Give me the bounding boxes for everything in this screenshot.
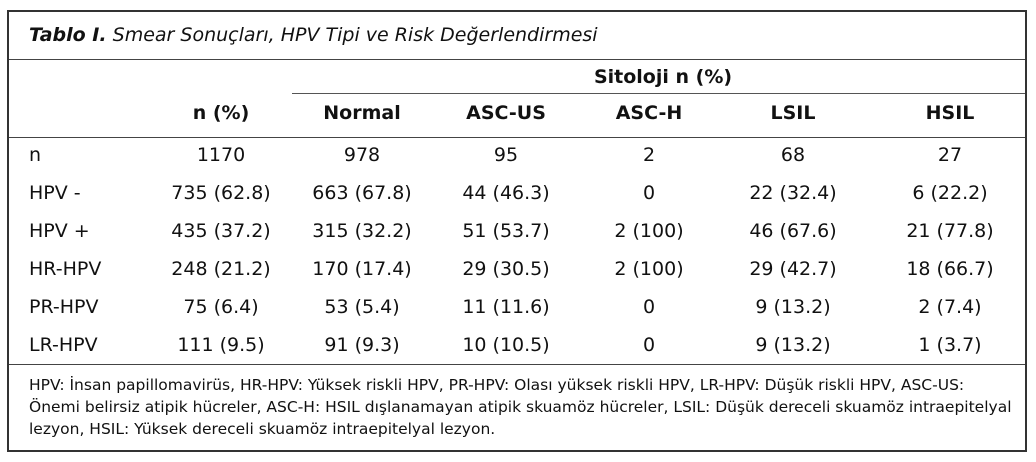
table-cell: 51 (53.7) [462, 220, 550, 242]
table-title-label: Tablo I. [29, 24, 107, 46]
row-label: HPV - [29, 182, 81, 204]
table-cell: 75 (6.4) [183, 296, 259, 318]
row-label: HPV + [29, 220, 90, 242]
table-cell: 18 (66.7) [906, 258, 994, 280]
table-cell: 6 (22.2) [912, 182, 988, 204]
table-cell: 663 (67.8) [312, 182, 412, 204]
table-cell: 11 (11.6) [462, 296, 550, 318]
table-title-text: Smear Sonuçları, HPV Tipi ve Risk Değerlendirmesi [112, 24, 598, 46]
table-cell: 27 [937, 144, 963, 166]
table-cell: 2 (100) [614, 258, 684, 280]
asc-h-header: ASC-H [615, 102, 683, 124]
lsil-header: LSIL [770, 102, 816, 124]
table-title [29, 24, 598, 46]
table-cell: 315 (32.2) [312, 220, 412, 242]
table-footnote: HPV: İnsan papillomavirüs, HR-HPV: Yüksek riskli HPV, PR-HPV: Olası yüksek riskli HPV, LR-HPV: Düşük riskli HPV, ASC-US: Önemi belirsiz atipik hücreler, ASC-H: HSIL dışlanamayan atipik skuamöz hücreler, LSIL: Düşük dereceli skuamöz intraepitelyal lezyon, HSIL: Yüksek dereceli skuamöz intraepitelyal lezyon. [29, 376, 1012, 438]
table-cell: 46 (67.6) [749, 220, 837, 242]
table-cell: 29 (42.7) [749, 258, 837, 280]
header-divider [9, 137, 1025, 138]
table-cell: 248 (21.2) [171, 258, 271, 280]
table-cell: 111 (9.5) [177, 334, 265, 356]
table-cell: 44 (46.3) [462, 182, 550, 204]
table-cell: 1170 [196, 144, 246, 166]
table-cell: 21 (77.8) [906, 220, 994, 242]
row-label: n [29, 144, 42, 166]
table-cell: 9 (13.2) [755, 334, 831, 356]
table-cell: 68 [780, 144, 806, 166]
row-label: PR-HPV [29, 296, 99, 318]
group-header: Sitoloji n (%) [593, 66, 733, 88]
title-divider [9, 59, 1025, 60]
footnote-divider [9, 364, 1025, 365]
table-cell: 2 (7.4) [918, 296, 982, 318]
table-cell: 53 (5.4) [324, 296, 400, 318]
table-cell: 435 (37.2) [171, 220, 271, 242]
row-label: LR-HPV [29, 334, 98, 356]
table-cell: 9 (13.2) [755, 296, 831, 318]
table-cell: 0 [642, 334, 656, 356]
table-cell: 10 (10.5) [462, 334, 550, 356]
table-cell: 2 [642, 144, 656, 166]
table-cell: 170 (17.4) [312, 258, 412, 280]
table-cell: 0 [642, 296, 656, 318]
table-frame [7, 10, 1027, 452]
table-cell: 978 [343, 144, 381, 166]
table-cell: 29 (30.5) [462, 258, 550, 280]
table-cell: 22 (32.4) [749, 182, 837, 204]
normal-header: Normal [323, 102, 401, 124]
group-header-underline [292, 93, 1025, 94]
table-cell: 1 (3.7) [918, 334, 982, 356]
hsil-header: HSIL [925, 102, 975, 124]
table-cell: 95 [493, 144, 519, 166]
table-cell: 91 (9.3) [324, 334, 400, 356]
table-cell: 2 (100) [614, 220, 684, 242]
table-cell: 735 (62.8) [171, 182, 271, 204]
asc-us-header: ASC-US [466, 102, 546, 124]
n-percent-header: n (%) [192, 102, 250, 124]
table-cell: 0 [642, 182, 656, 204]
row-label: HR-HPV [29, 258, 102, 280]
